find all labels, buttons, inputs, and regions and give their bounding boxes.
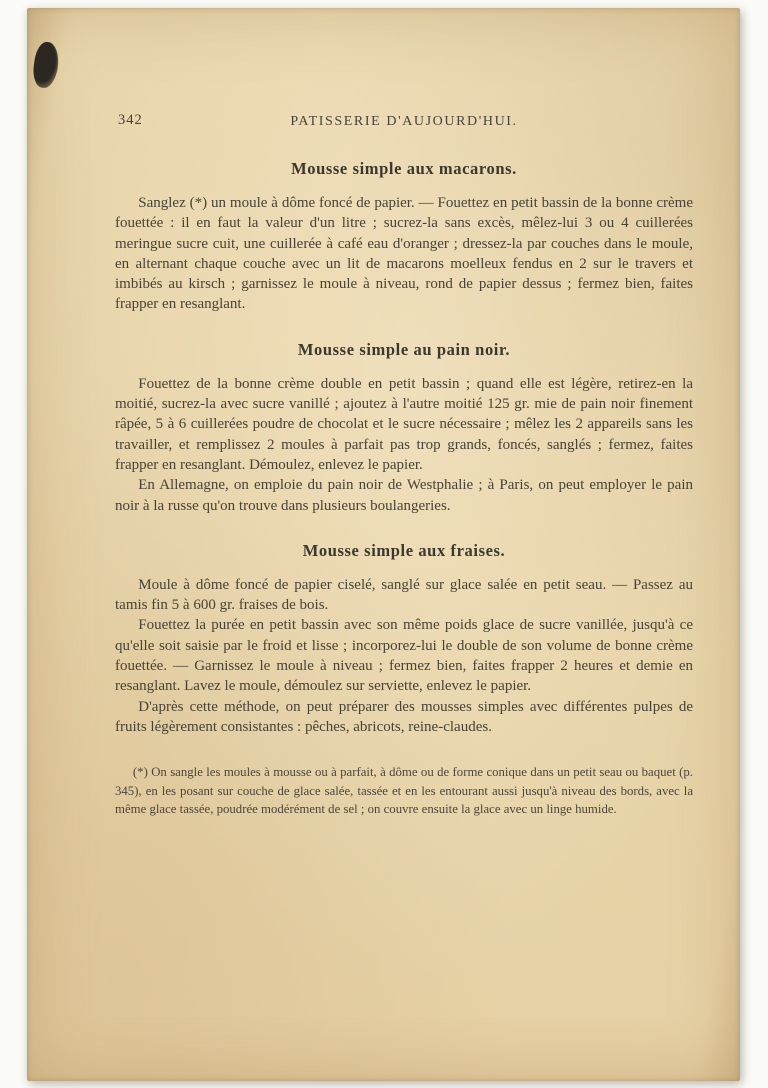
paragraph: Sanglez (*) un moule à dôme foncé de papier. — Fouettez en petit bassin de la bonne crème fouettée : il en faut la valeur d'un litre ; sucrez-la sans excès, mêlez-lui 3 ou 4 cuillerées meringue sucre cuit, une cuillerée à café eau d'oranger ; dressez-la par couches dans le moule, en alternant chaque couche avec un lit de macarons moelleux fendus en 2 sur le travers et imbibés au kirsch ; garnissez le moule à niveau, rond de papier dessus ; fermez bien, faites frapper en resanglant.: [115, 195, 693, 313]
scanned-book-page: [27, 8, 740, 1081]
section-heading: Mousse simple au pain noir.: [297, 339, 511, 359]
paragraph: D'après cette méthode, on peut préparer des mousses simples avec différentes pulpes de fruits légèrement consistantes : pêches, abricots, reine-claudes.: [115, 698, 693, 735]
paragraph: Fouettez de la bonne crème double en petit bassin ; quand elle est légère, retirez-en la moitié, sucrez-la avec sucre vanillé ; ajoutez à l'autre moitié 125 gr. mie de pain noir finement râpée, 5 à 6 cuillerées poudre de chocolat et le sucre nécessaire ; mêlez les 2 appareils sans les travailler, et remplissez 2 moules à parfait pas trop grands, foncés, sanglés ; fermez, faites frapper en resanglant. Démoulez, enlevez le papier.: [115, 375, 693, 473]
paragraph: Fouettez la purée en petit bassin avec son même poids glace de sucre vanillée, jusqu'à ce qu'elle soit saisie par le froid et lisse ; incorporez-lui le double de son volume de bonne crème fouettée. — Garnissez le moule à niveau ; fermez bien, faites frapper 2 heures et demie en resanglant. Lavez le moule, démoulez sur serviette, enlevez le papier.: [115, 617, 693, 695]
footnote: [115, 763, 693, 819]
footnote-text: (*) On sangle les moules à mousse ou à parfait, à dôme ou de forme conique dans un petit seau ou baquet (p. 345), en les posant sur couche de glace salée, tassée et en les entourant aussi jusqu'à niveau des bords, avec la même glace tassée, poudrée modérément de sel ; on couvre ensuite la glace avec un linge humide.: [115, 765, 693, 817]
running-title: PATISSERIE D'AUJOURD'HUI.: [290, 114, 518, 129]
section-mousse-macarons: [115, 159, 693, 315]
paragraph: Moule à dôme foncé de papier ciselé, sanglé sur glace salée en petit seau. — Passez au tamis fin 5 à 600 gr. fraises de bois.: [115, 576, 693, 614]
paragraph: En Allemagne, on emploie du pain noir de Westphalie ; à Paris, on peut employer le pain noir à la russe qu'on trouve dans plusieurs boulangeries.: [115, 477, 693, 514]
section-mousse-fraises: [115, 541, 693, 737]
page-content: [115, 112, 693, 819]
page-number: 342: [118, 112, 143, 128]
ink-blemish: [31, 41, 61, 90]
section-heading: Mousse simple aux macarons.: [291, 159, 517, 178]
section-mousse-pain-noir: [115, 340, 693, 516]
section-heading: Mousse simple aux fraises.: [302, 540, 506, 560]
page-header: [115, 112, 693, 134]
